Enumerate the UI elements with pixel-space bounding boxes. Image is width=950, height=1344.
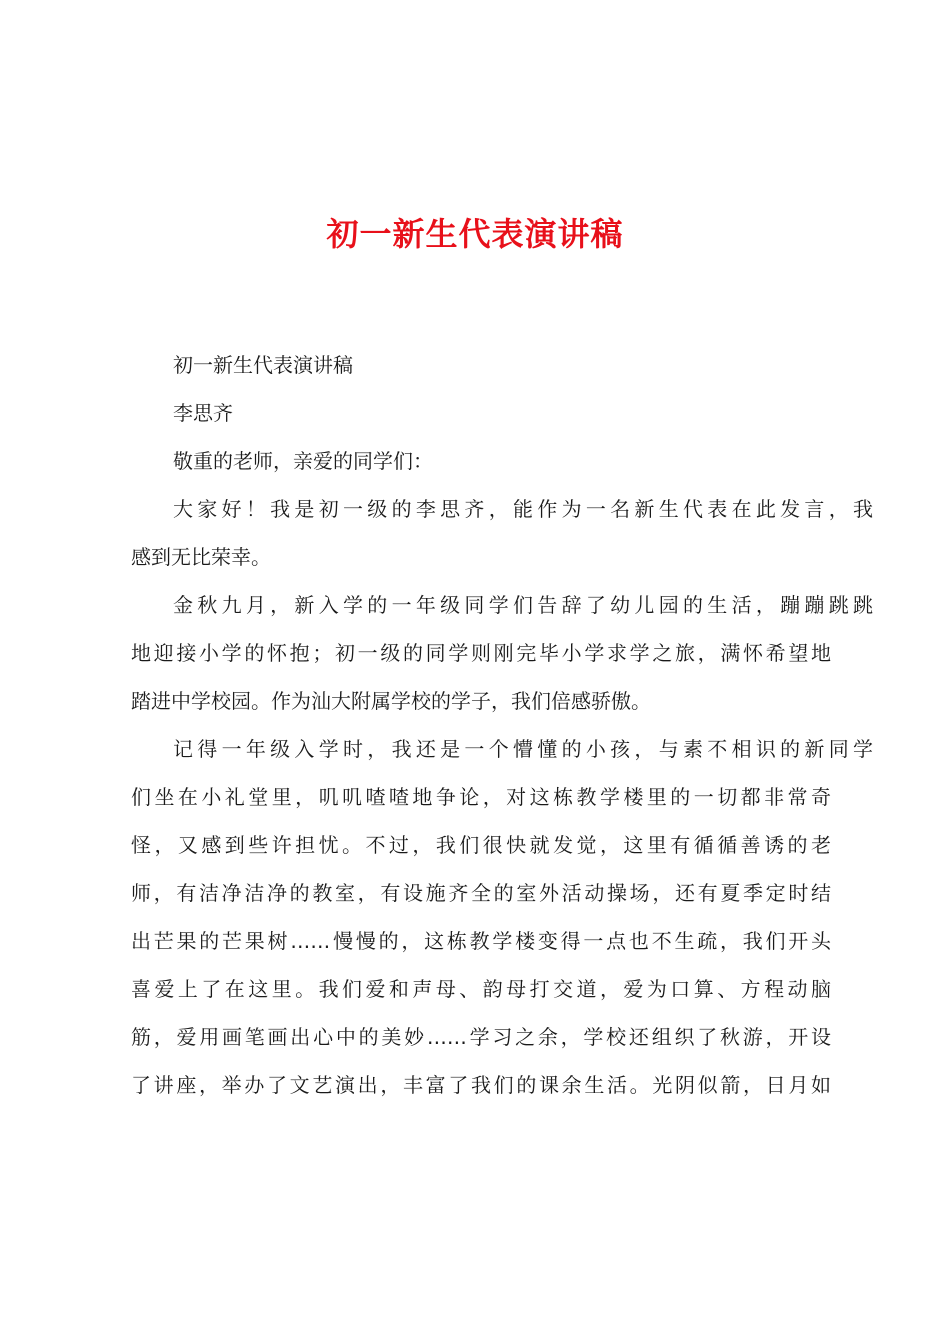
paragraph-line: 们坐在小礼堂里，叽叽喳喳地争论，对这栋教学楼里的一切都非常奇 [131,785,831,809]
paragraph-line: 李思齐 [173,401,233,425]
paragraph-line: 初一新生代表演讲稿 [173,353,353,377]
paragraph-line: 筋，爱用画笔画出心中的美妙……学习之余，学校还组织了秋游，开设 [131,1025,831,1049]
paragraph-line: 踏进中学校园。作为汕大附属学校的学子，我们倍感骄傲。 [131,689,651,713]
paragraph-line: 怪，又感到些许担忧。不过，我们很快就发觉，这里有循循善诱的老 [131,833,831,857]
paragraph-line: 金秋九月，新入学的一年级同学们告辞了幼儿园的生活，蹦蹦跳跳 [173,593,873,617]
paragraph-line: 大家好！我是初一级的李思齐，能作为一名新生代表在此发言，我 [173,497,873,521]
document-title: 初一新生代表演讲稿 [326,215,624,253]
paragraph-line: 师，有洁净洁净的教室，有设施齐全的室外活动操场，还有夏季定时结 [131,881,831,905]
paragraph-line: 感到无比荣幸。 [131,545,271,569]
paragraph-line: 喜爱上了在这里。我们爱和声母、韵母打交道，爱为口算、方程动脑 [131,977,831,1001]
paragraph-line: 地迎接小学的怀抱；初一级的同学则刚完毕小学求学之旅，满怀希望地 [131,641,831,665]
document-body [131,341,873,1109]
paragraph-line: 敬重的老师，亲爱的同学们： [173,449,433,473]
paragraph-line: 了讲座，举办了文艺演出，丰富了我们的课余生活。光阴似箭，日月如 [131,1073,831,1097]
paragraph-line: 记得一年级入学时，我还是一个懵懂的小孩，与素不相识的新同学 [173,737,873,761]
paragraph-line: 出芒果的芒果树……慢慢的，这栋教学楼变得一点也不生疏，我们开头 [131,929,831,953]
